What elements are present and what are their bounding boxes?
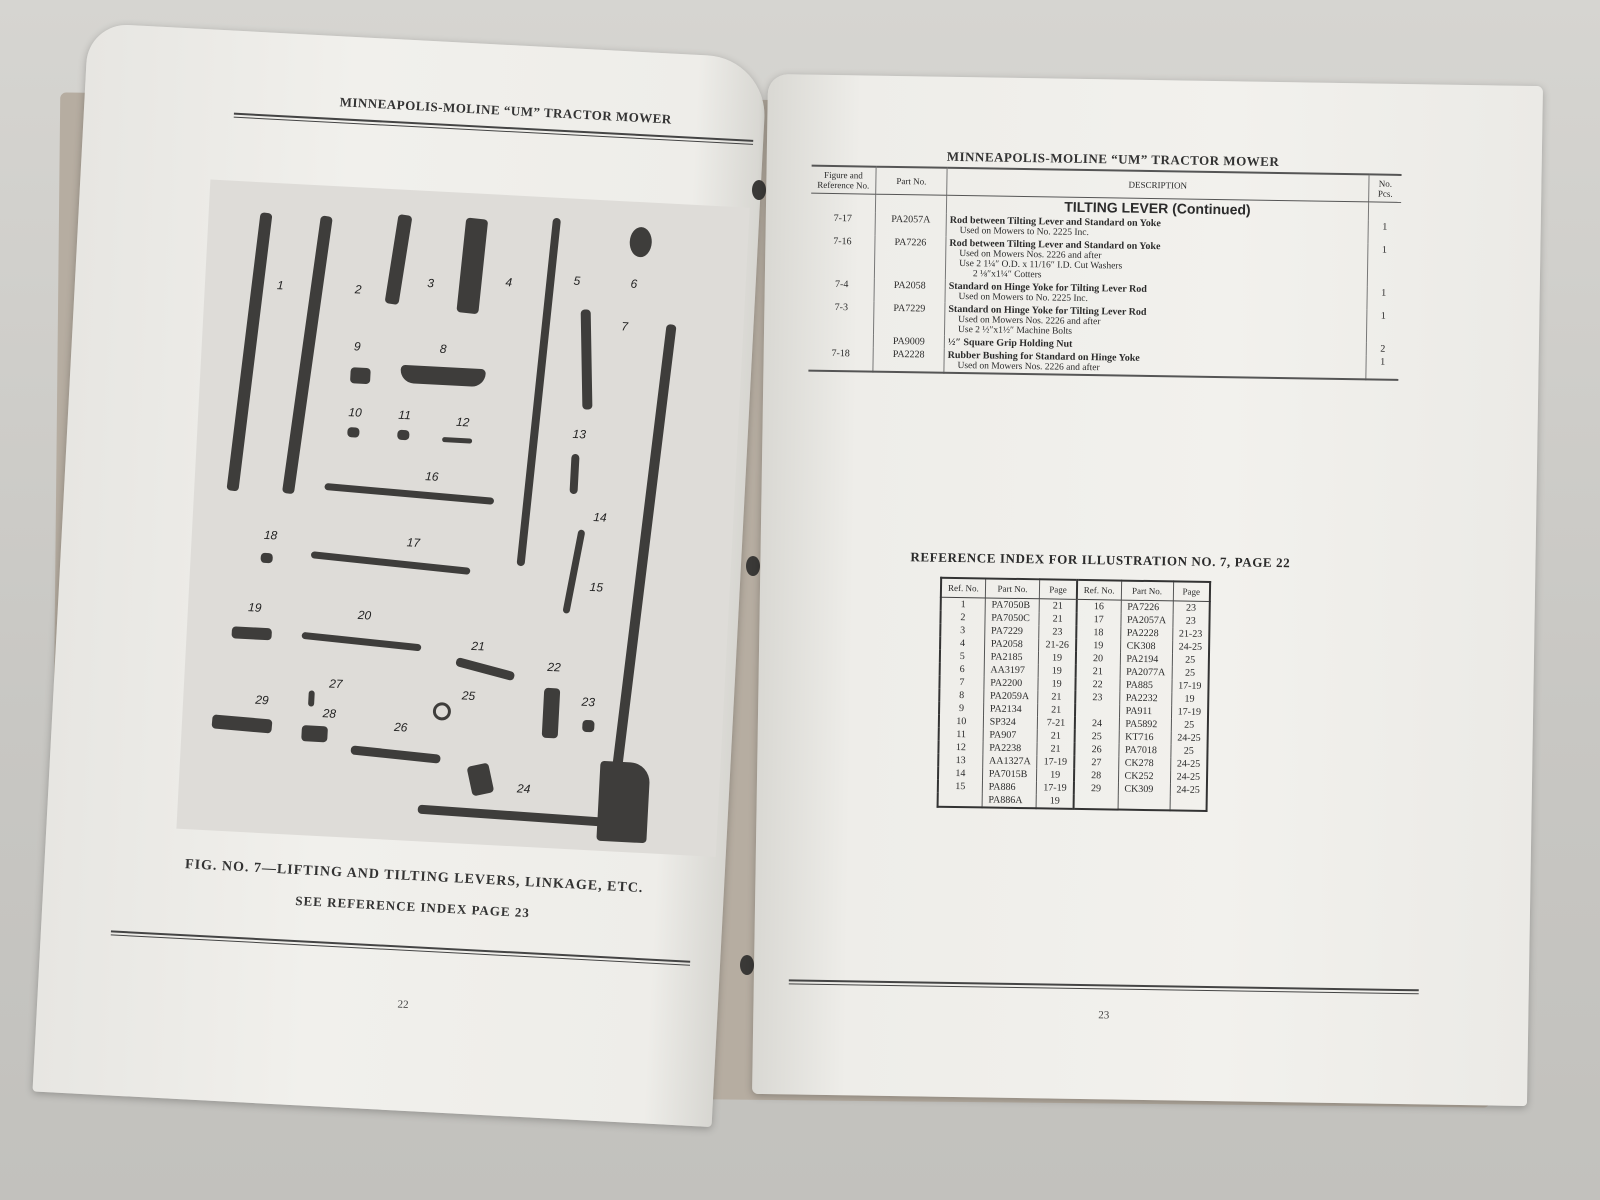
row-description: Rubber Bushing for Standard on Hinge Yoke: [947, 349, 1140, 364]
index-page: 21: [1038, 703, 1075, 717]
part-6-pulley: [629, 227, 653, 258]
header-part-no: Part No.: [876, 167, 947, 196]
index-ref: 17: [1076, 613, 1120, 627]
index-ref: 25: [1074, 730, 1118, 744]
index-ref: 6: [940, 663, 984, 677]
index-ref: 3: [940, 624, 984, 638]
row-note: Used on Mowers to No. 2225 Inc.: [958, 291, 1088, 305]
part-14-yoke: [596, 761, 650, 844]
index-ref: 12: [938, 741, 982, 755]
index-ref: [1075, 704, 1119, 718]
index-ref: 13: [938, 754, 982, 768]
index-header-part: Part No.: [985, 578, 1040, 598]
index-ref: 28: [1074, 769, 1118, 783]
index-ref: 8: [939, 689, 983, 703]
index-part-no: PA2077A: [1120, 666, 1172, 680]
left-page-number: 22: [397, 998, 409, 1012]
index-part-no: PA886: [982, 780, 1037, 794]
index-ref: 24: [1075, 717, 1119, 731]
part-26-rod-end: [350, 745, 440, 763]
part-5-rod: [516, 218, 561, 567]
index-ref: 27: [1074, 756, 1118, 770]
row-qty: 1: [1382, 221, 1388, 233]
section-title: TILTING LEVER (Continued): [946, 195, 1368, 220]
index-part-no: PA2194: [1120, 653, 1172, 667]
part-3-standard: [385, 214, 413, 305]
row-note: Used on Mowers to No. 2225 Inc.: [959, 226, 1089, 239]
index-ref: 23: [1075, 691, 1119, 705]
row-ref: 7-16: [810, 235, 875, 279]
index-ref: 19: [1076, 639, 1120, 653]
figure-caption-reference: SEE REFERENCE INDEX PAGE 23: [295, 892, 531, 921]
reference-index-body: [938, 597, 1210, 811]
index-part-no: PA7226: [1121, 600, 1173, 614]
row-note: Used on Mowers Nos. 2226 and after: [957, 360, 1100, 374]
index-page: 21-23: [1172, 627, 1209, 641]
index-part-no: PA7050C: [985, 611, 1040, 625]
index-part-no: KT716: [1119, 731, 1171, 745]
right-page-number: 23: [1098, 1009, 1110, 1022]
index-part-no: PA886A: [982, 793, 1037, 808]
right-foot-rule: [789, 979, 1419, 994]
right-running-head: MINNEAPOLIS-MOLINE “UM” TRACTOR MOWER: [946, 148, 1280, 170]
index-ref: 16: [1076, 599, 1120, 613]
parts-list-table: [808, 165, 1401, 381]
part-20-rod: [301, 632, 421, 652]
index-ref: 4: [940, 637, 984, 651]
index-part-no: CK278: [1118, 757, 1170, 771]
figure-caption: FIG. NO. 7—LIFTING AND TILTING LEVERS, LINKAGE, ETC.: [184, 857, 644, 897]
index-ref: 14: [938, 767, 982, 781]
index-page: 21: [1038, 729, 1075, 743]
index-page: 19: [1039, 664, 1076, 678]
part-23-nut: [582, 720, 595, 733]
part-18-bushing: [260, 553, 273, 564]
index-ref: 2: [940, 611, 984, 625]
row-ref: 7-18: [808, 347, 873, 372]
label-3: 3: [426, 276, 435, 291]
row-ref: 7-4: [810, 278, 875, 302]
row-qty: 1: [1380, 310, 1386, 322]
index-ref: [1073, 795, 1117, 810]
label-1: 1: [276, 278, 285, 293]
reference-index-table: [937, 577, 1212, 812]
index-ref: 1: [941, 597, 985, 611]
index-part-no: AA3197: [984, 663, 1039, 677]
row-part-no: PA2228: [873, 348, 944, 373]
part-2-lifting-lever: [282, 215, 333, 494]
row-qty: 2: [1380, 343, 1386, 355]
index-ref: 10: [939, 715, 983, 729]
label-20: 20: [357, 607, 372, 623]
index-page: 25: [1172, 653, 1209, 667]
index-part-no: PA2057A: [1120, 614, 1172, 628]
part-13-spring: [569, 454, 579, 494]
label-28: 28: [322, 706, 337, 721]
index-page: 17-19: [1037, 755, 1074, 769]
right-page: [752, 74, 1543, 1106]
part-22-bracket: [542, 688, 561, 739]
row-description: Standard on Hinge Yoke for Tilting Lever Rod: [948, 303, 1147, 318]
index-ref: 9: [939, 702, 983, 716]
row-part-no: PA7229: [873, 302, 945, 336]
row-ref: 7-17: [811, 212, 876, 236]
label-27: 27: [328, 676, 343, 692]
part-1-lifting-lever: [226, 212, 272, 491]
index-part-no: PA2238: [983, 741, 1038, 755]
label-24: 24: [516, 781, 531, 797]
index-page: 21: [1039, 612, 1076, 626]
index-part-no: PA7229: [984, 624, 1039, 638]
part-12-bolt: [442, 437, 472, 444]
label-22: 22: [547, 659, 562, 675]
label-12: 12: [455, 414, 470, 430]
part-11-spring: [397, 430, 410, 441]
index-ref: 26: [1074, 743, 1118, 757]
index-part-no: PA7015B: [982, 767, 1037, 781]
index-page: 17-19: [1037, 781, 1074, 795]
binding-hole: [746, 556, 760, 576]
index-part-no: PA7050B: [985, 598, 1040, 612]
label-25: 25: [461, 688, 476, 704]
row-part-no: PA7226: [874, 236, 946, 280]
index-part-no: PA2232: [1119, 692, 1171, 706]
index-part-no: PA907: [983, 728, 1038, 742]
index-ref: 15: [938, 780, 982, 794]
index-row: [938, 793, 1207, 811]
row-description: Standard on Hinge Yoke for Tilting Lever Rod: [948, 280, 1147, 295]
label-16: 16: [424, 469, 439, 484]
index-page: 24-25: [1170, 783, 1207, 797]
index-header-page: Page: [1040, 579, 1077, 599]
label-29: 29: [254, 692, 269, 708]
index-ref: 18: [1076, 626, 1120, 640]
row-ref: [809, 334, 874, 348]
part-9-latch: [350, 367, 371, 384]
index-page: 24-25: [1172, 640, 1209, 654]
label-6: 6: [630, 276, 638, 292]
index-part-no: [1118, 796, 1170, 811]
row-part-no: PA2058: [874, 279, 945, 303]
index-part-no: PA2134: [983, 702, 1038, 716]
header-no-pcs: No. Pcs.: [1369, 174, 1402, 202]
label-5: 5: [573, 273, 581, 289]
part-28-clevis: [301, 725, 328, 742]
index-ref: 29: [1074, 782, 1118, 796]
index-page: 25: [1171, 718, 1208, 732]
label-10: 10: [348, 405, 363, 420]
row-part-no: PA2057A: [875, 213, 946, 237]
part-15-rod: [562, 529, 585, 614]
part-17-rod: [311, 551, 471, 575]
label-8: 8: [439, 341, 447, 357]
index-part-no: PA2058: [984, 637, 1039, 651]
part-19-link: [231, 626, 272, 640]
index-page: 25: [1170, 744, 1207, 758]
index-page: 21-26: [1039, 638, 1076, 652]
index-page: 7-21: [1038, 716, 1075, 730]
index-header-part: Part No.: [1121, 581, 1173, 601]
index-part-no: PA885: [1119, 679, 1171, 693]
part-25-washer: [432, 702, 451, 721]
index-page: 19: [1039, 651, 1076, 665]
row-description: Rod between Tilting Lever and Standard on Yoke: [949, 214, 1161, 230]
label-26: 26: [393, 719, 408, 735]
row-ref: 7-3: [809, 301, 874, 335]
header-figure-reference: Figure and Reference No.: [811, 166, 876, 195]
index-page: 17-19: [1171, 705, 1208, 719]
index-part-no: SP324: [983, 715, 1038, 729]
row-description: ½″ Square Grip Holding Nut: [947, 336, 1073, 350]
index-part-no: PA2059A: [983, 689, 1038, 703]
index-page: 19: [1038, 677, 1075, 691]
index-ref: [938, 793, 982, 808]
index-part-no: PA5892: [1119, 718, 1171, 732]
index-header-page: Page: [1173, 581, 1210, 601]
reference-index-title: REFERENCE INDEX FOR ILLUSTRATION NO. 7, PAGE 22: [910, 549, 1291, 571]
index-part-no: CK252: [1118, 770, 1170, 784]
row-description: Rod between Tilting Lever and Standard on Yoke: [949, 237, 1161, 253]
parts-illustration: [176, 180, 749, 857]
row-qty: 1: [1381, 244, 1387, 256]
label-19: 19: [247, 600, 262, 615]
index-ref: 22: [1075, 678, 1119, 692]
index-part-no: PA7018: [1118, 744, 1170, 758]
index-part-no: PA2185: [984, 650, 1039, 664]
header-description: DESCRIPTION: [947, 168, 1369, 202]
index-ref: 5: [940, 650, 984, 664]
index-page: 24-25: [1170, 757, 1207, 771]
label-21: 21: [471, 638, 486, 654]
part-24-latch: [467, 763, 495, 797]
index-part-no: CK309: [1118, 783, 1170, 797]
row-qty: 1: [1381, 287, 1387, 299]
index-ref: 20: [1076, 652, 1120, 666]
index-ref: 21: [1075, 665, 1119, 679]
part-29-bracket: [211, 714, 272, 733]
label-18: 18: [263, 527, 278, 543]
index-part-no: AA1327A: [982, 754, 1037, 768]
part-7-bracket: [581, 309, 593, 409]
index-ref: 7: [939, 676, 983, 690]
left-running-head: MINNEAPOLIS-MOLINE “UM” TRACTOR MOWER: [339, 94, 673, 127]
index-page: 24-25: [1170, 770, 1207, 784]
label-2: 2: [354, 282, 362, 297]
index-page: [1170, 796, 1207, 811]
index-page: 23: [1039, 625, 1076, 639]
label-13: 13: [572, 426, 587, 442]
label-23: 23: [581, 694, 596, 710]
index-page: 23: [1173, 601, 1210, 615]
index-page: 19: [1171, 692, 1208, 706]
row-note: Used on Mowers Nos. 2226 and after: [958, 314, 1101, 328]
label-11: 11: [398, 407, 412, 423]
label-9: 9: [353, 339, 361, 354]
row-note: 2 ⅛″x1¼″ Cotters: [972, 269, 1042, 281]
index-header-ref: Ref. No.: [1077, 580, 1122, 600]
part-16-rod: [324, 483, 494, 505]
index-page: 19: [1037, 768, 1074, 782]
label-4: 4: [505, 275, 513, 290]
index-page: 21: [1038, 690, 1075, 704]
row-qty: 1: [1380, 356, 1386, 368]
index-part-no: CK308: [1120, 640, 1172, 654]
label-15: 15: [589, 579, 604, 595]
label-17: 17: [406, 535, 421, 550]
left-foot-rule: [111, 930, 690, 965]
index-page: 21: [1037, 742, 1074, 756]
index-page: 23: [1173, 614, 1210, 628]
part-10-spring: [347, 427, 360, 438]
left-page: [32, 23, 767, 1127]
index-header-ref: Ref. No.: [941, 578, 986, 598]
row-note: Use 2 1¼″ O.D. x 11/16″ I.D. Cut Washers: [959, 259, 1123, 272]
index-page: 17-19: [1172, 679, 1209, 693]
label-7: 7: [620, 319, 629, 334]
index-part-no: PA2228: [1120, 627, 1172, 641]
part-21-bracket: [455, 657, 515, 681]
index-page: 19: [1036, 794, 1073, 809]
row-note: Use 2 ½″x1½″ Machine Bolts: [957, 324, 1073, 337]
index-page: 25: [1172, 666, 1209, 680]
binding-hole: [740, 955, 754, 975]
index-page: 21: [1040, 599, 1077, 613]
part-27-bolt: [308, 690, 315, 706]
index-page: 24-25: [1171, 731, 1208, 745]
index-part-no: PA2200: [984, 676, 1039, 690]
part-4-standard: [456, 217, 488, 314]
binding-hole: [752, 180, 766, 200]
index-part-no: PA911: [1119, 705, 1171, 719]
row-note: Used on Mowers Nos. 2226 and after: [959, 249, 1102, 262]
part-8-quadrant: [400, 365, 486, 387]
part-14-base-bar: [417, 805, 607, 827]
label-14: 14: [592, 510, 608, 525]
row-part-no: PA9009: [873, 335, 944, 349]
index-ref: 11: [939, 728, 983, 742]
